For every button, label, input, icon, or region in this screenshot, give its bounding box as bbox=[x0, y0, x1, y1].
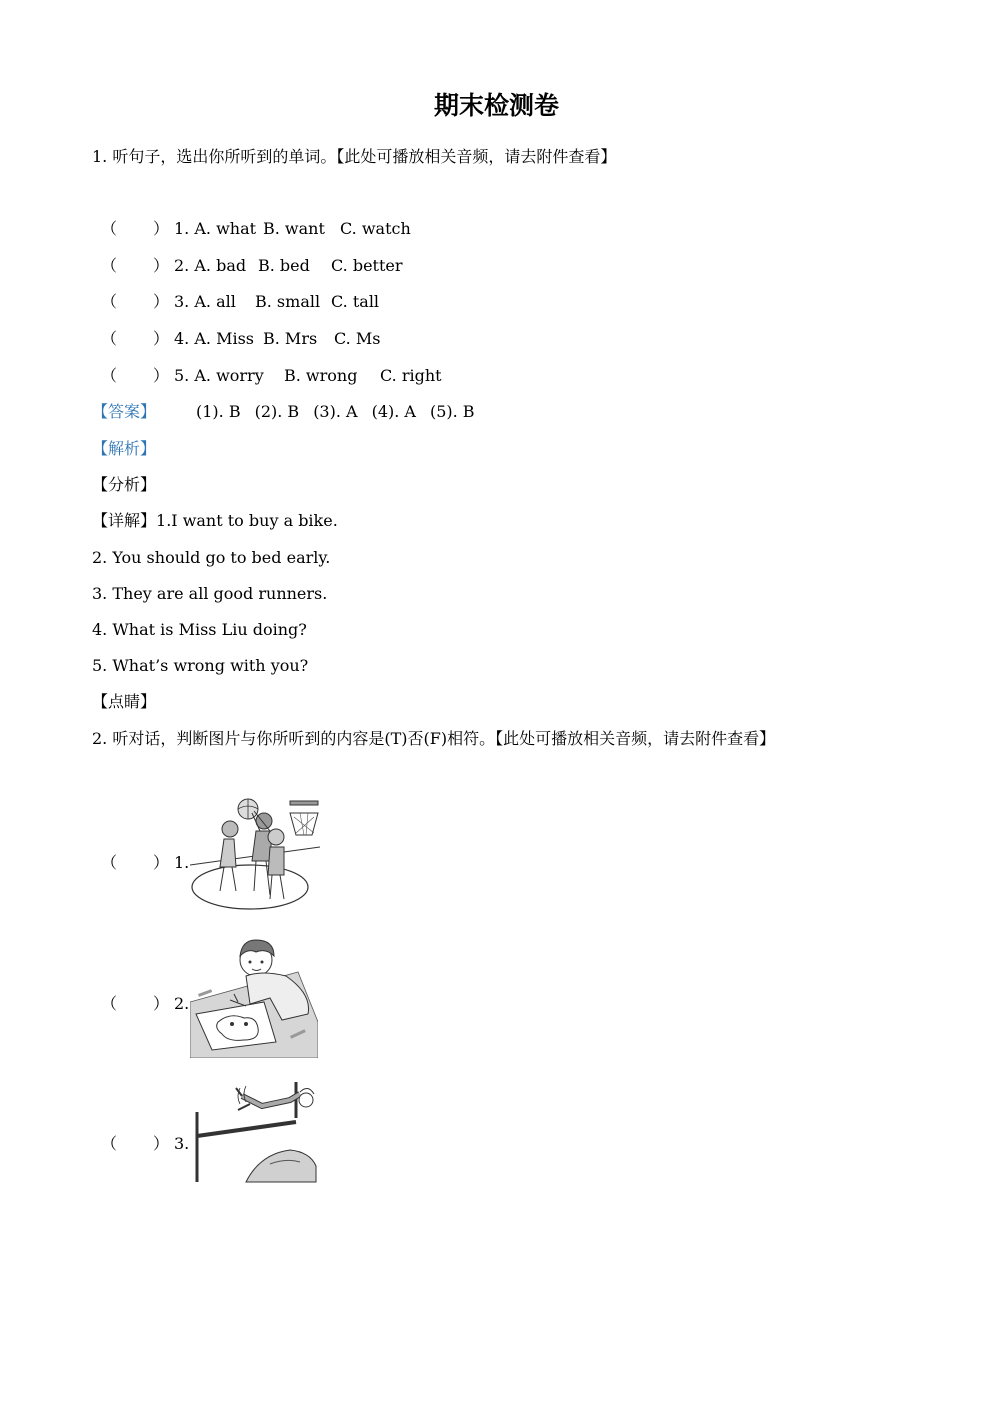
paren-open: （ bbox=[101, 994, 118, 1013]
paren-open: （ bbox=[101, 853, 118, 872]
paren-close: ） bbox=[153, 994, 170, 1013]
detail-sentence: 5. What’s wrong with you? bbox=[92, 656, 309, 675]
q1-instruction: 1. 听句子，选出你所听到的单词。【此处可播放相关音频，请去附件查看】 bbox=[92, 147, 617, 166]
q2-item-number: 2. bbox=[174, 994, 190, 1013]
detail-sentence: 2. You should go to bed early. bbox=[92, 548, 331, 567]
option-b: B. bed bbox=[258, 256, 310, 275]
detail-label: 【详解】 bbox=[92, 511, 157, 530]
option-a: 1. A. what bbox=[174, 219, 257, 238]
option-c: C. Ms bbox=[334, 329, 381, 348]
option-a: 5. A. worry bbox=[174, 366, 264, 385]
answer-item: (2). B bbox=[254, 402, 300, 421]
option-c: C. watch bbox=[340, 219, 411, 238]
paren-open: （ bbox=[101, 219, 118, 238]
page-title: 期末检测卷 bbox=[433, 91, 559, 120]
detail-row bbox=[92, 511, 338, 531]
option-c: C. tall bbox=[331, 292, 380, 311]
detail-sentence: 1.I want to buy a bike. bbox=[156, 511, 338, 530]
paren-close: ） bbox=[153, 366, 170, 385]
answer-row bbox=[92, 402, 489, 422]
option-c: C. right bbox=[380, 366, 442, 385]
answer-item: (3). A bbox=[313, 402, 358, 421]
analysis-label: 【解析】 bbox=[92, 439, 157, 458]
paren-close: ） bbox=[153, 853, 170, 872]
paren-close: ） bbox=[153, 256, 170, 275]
option-c: C. better bbox=[331, 256, 403, 275]
paren-close: ） bbox=[153, 329, 170, 348]
paren-open: （ bbox=[101, 1134, 118, 1153]
option-b: B. want bbox=[263, 219, 325, 238]
option-b: B. wrong bbox=[284, 366, 358, 385]
paren-open: （ bbox=[101, 366, 118, 385]
option-a: 4. A. Miss bbox=[174, 329, 254, 348]
dianjing-label: 【点睛】 bbox=[92, 692, 157, 711]
paren-open: （ bbox=[101, 329, 118, 348]
detail-sentence: 4. What is Miss Liu doing? bbox=[92, 620, 307, 639]
answer-item: (5). B bbox=[429, 402, 475, 421]
high-jump-picture bbox=[190, 1078, 318, 1184]
option-b: B. Mrs bbox=[263, 329, 318, 348]
paren-close: ） bbox=[153, 219, 170, 238]
q2-item-number: 3. bbox=[174, 1134, 190, 1153]
answer-item: (1). B bbox=[196, 402, 241, 421]
paren-open: （ bbox=[101, 256, 118, 275]
basketball-picture bbox=[190, 795, 322, 913]
option-a: 2. A. bad bbox=[174, 256, 247, 275]
detail-sentence: 3. They are all good runners. bbox=[92, 584, 328, 603]
paren-close: ） bbox=[153, 1134, 170, 1153]
option-b: B. small bbox=[255, 292, 321, 311]
answer-item: (4). A bbox=[371, 402, 416, 421]
q2-item-number: 1. bbox=[174, 853, 190, 872]
q2-instruction: 2. 听对话，判断图片与你所听到的内容是(T)否(F)相符。【此处可播放相关音频，请去附件查看】 bbox=[92, 729, 776, 748]
drawing-boy-picture bbox=[190, 936, 318, 1058]
option-a: 3. A. all bbox=[174, 292, 236, 311]
answer-label: 【答案】 bbox=[92, 402, 157, 421]
fenxi-label: 【分析】 bbox=[92, 475, 157, 494]
paren-close: ） bbox=[153, 292, 170, 311]
paren-open: （ bbox=[101, 292, 118, 311]
